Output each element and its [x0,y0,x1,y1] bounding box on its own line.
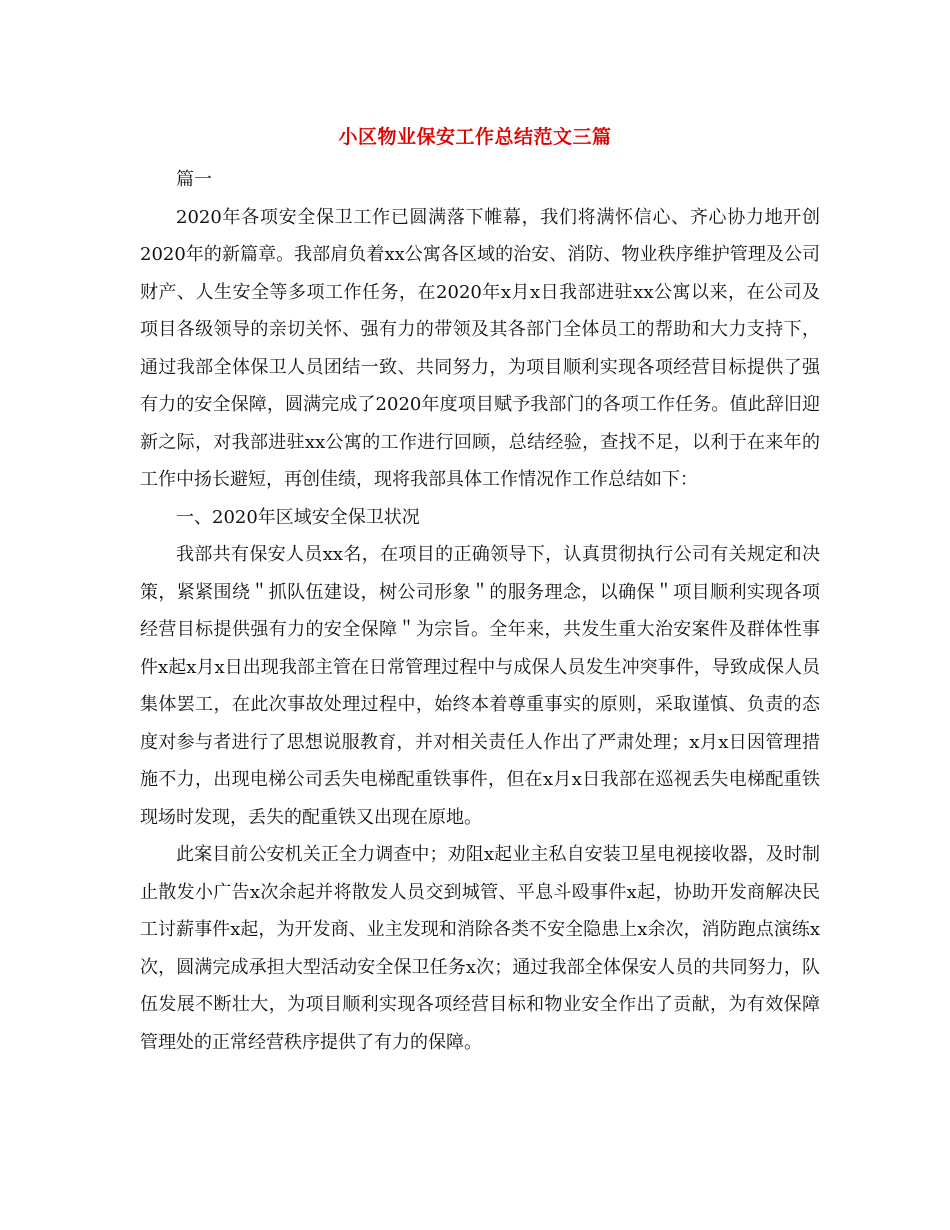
paragraph-intro: 2020年各项安全保卫工作已圆满落下帷幕，我们将满怀信心、齐心协力地开创2020年的新篇章。我部肩负着xx公寓各区域的治安、消防、物业秩序维护管理及公司财产、人生安全等多项工作任务，在2020年x月x日我部进驻xx公寓以来，在公司及项目各级领导的亲切关怀、强有力的带领及其各部门全体员工的帮助和大力支持下，通过我部全体保卫人员团结一致、共同努力，为项目顺利实现各项经营目标提供了强有力的安全保障，圆满完成了2020年度项目赋予我部门的各项工作任务。值此辞旧迎新之际，对我部进驻xx公寓的工作进行回顾，总结经验，查找不足，以利于在来年的工作中扬长避短，再创佳绩，现将我部具体工作情况作工作总结如下： [140,206,820,490]
section-heading: 一、2020年区域安全保卫状况 [176,506,420,528]
paragraph-investigation: 此案目前公安机关正全力调查中；劝阻x起业主私自安装卫星电视接收器，及时制止散发小广告x次余起并将散发人员交到城管、平息斗殴事件x起，协助开发商解决民工讨薪事件x起，为开发商、业主发现和消除各类不安全隐患上x余次，消防跑点演练x次，圆满完成承担大型活动安全保卫任务x次；通过我部全体保安人员的共同努力，队伍发展不断壮大，为项目顺利实现各项经营目标和物业安全作出了贡献，为有效保障管理处的正常经营秩序提供了有力的保障。 [140,844,820,1053]
document-body [140,161,820,1061]
paragraph-security-status: 我部共有保安人员xx名，在项目的正确领导下，认真贯彻执行公司有关规定和决策，紧紧围绕＂抓队伍建设，树公司形象＂的服务理念，以确保＂项目顺利实现各项经营目标提供强有力的安全保障＂为宗旨。全年来，共发生重大治安案件及群体性事件x起x月x日出现我部主管在日常管理过程中与成保人员发生冲突事件，导致成保人员集体罢工，在此次事故处理过程中，始终本着尊重事实的原则，采取谨慎、负责的态度对参与者进行了思想说服教育，并对相关责任人作出了严肃处理；x月x日因管理措施不力，出现电梯公司丢失电梯配重铁事件，但在x月x日我部在巡视丢失电梯配重铁现场时发现，丢失的配重铁又出现在原地。 [140,544,820,828]
section-label: 篇一 [176,169,212,190]
document-title: 小区物业保安工作总结范文三篇 [338,126,612,148]
